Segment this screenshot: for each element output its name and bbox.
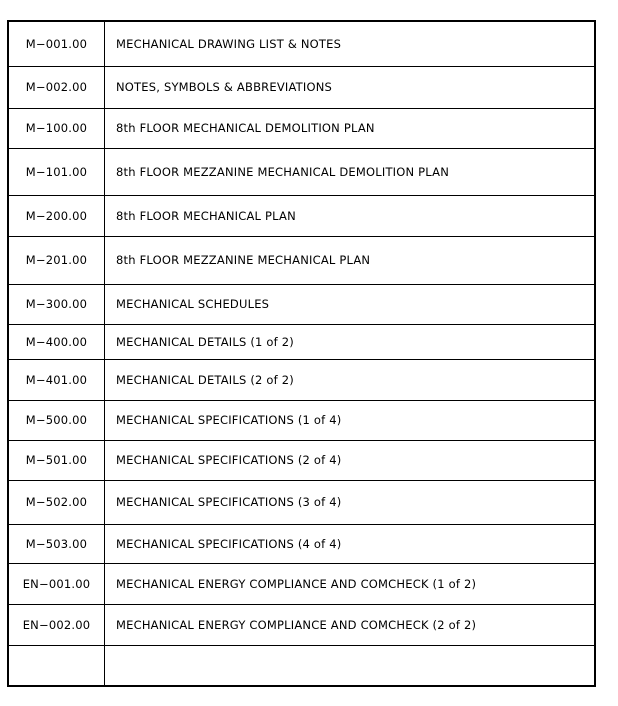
- sheet-title: MECHANICAL SPECIFICATIONS (2 of 4): [105, 440, 596, 480]
- sheet-number: EN−002.00: [8, 604, 105, 645]
- sheet-number: M−100.00: [8, 108, 105, 148]
- table-row: [8, 284, 595, 324]
- sheet-title: MECHANICAL SCHEDULES: [105, 284, 596, 324]
- sheet-title: 8th FLOOR MEZZANINE MECHANICAL DEMOLITION PLAN: [105, 148, 596, 195]
- sheet-title: 8th FLOOR MECHANICAL PLAN: [105, 195, 596, 236]
- table-row: [8, 440, 595, 480]
- table-row: [8, 604, 595, 645]
- sheet-title: MECHANICAL SPECIFICATIONS (3 of 4): [105, 480, 596, 524]
- sheet-title: [105, 645, 596, 686]
- table-row: [8, 236, 595, 284]
- sheet-number: M−001.00: [8, 21, 105, 66]
- sheet-number: M−502.00: [8, 480, 105, 524]
- sheet-number: [8, 645, 105, 686]
- sheet-title: NOTES, SYMBOLS & ABBREVIATIONS: [105, 66, 596, 108]
- sheet-title: MECHANICAL ENERGY COMPLIANCE AND COMCHECK (1 of 2): [105, 563, 596, 604]
- sheet-number: M−401.00: [8, 359, 105, 400]
- sheet-number: M−400.00: [8, 324, 105, 359]
- table-row: [8, 148, 595, 195]
- sheet-number: M−101.00: [8, 148, 105, 195]
- table-row: [8, 359, 595, 400]
- sheet-number: M−501.00: [8, 440, 105, 480]
- sheet-title: MECHANICAL SPECIFICATIONS (1 of 4): [105, 400, 596, 440]
- table-row: [8, 524, 595, 563]
- table-row: [8, 21, 595, 66]
- sheet-title: MECHANICAL SPECIFICATIONS (4 of 4): [105, 524, 596, 563]
- table-row: [8, 480, 595, 524]
- sheet-number: EN−001.00: [8, 563, 105, 604]
- sheet-title: MECHANICAL DRAWING LIST & NOTES: [105, 21, 596, 66]
- table-row: [8, 563, 595, 604]
- sheet-title: MECHANICAL DETAILS (1 of 2): [105, 324, 596, 359]
- sheet-title: MECHANICAL ENERGY COMPLIANCE AND COMCHECK (2 of 2): [105, 604, 596, 645]
- table-row: [8, 324, 595, 359]
- drawing-list-table: [7, 20, 596, 687]
- sheet-title: 8th FLOOR MECHANICAL DEMOLITION PLAN: [105, 108, 596, 148]
- sheet-title: 8th FLOOR MEZZANINE MECHANICAL PLAN: [105, 236, 596, 284]
- table-row: [8, 108, 595, 148]
- sheet-number: M−201.00: [8, 236, 105, 284]
- sheet-title: MECHANICAL DETAILS (2 of 2): [105, 359, 596, 400]
- table-row: [8, 400, 595, 440]
- sheet-number: M−200.00: [8, 195, 105, 236]
- table-row: [8, 66, 595, 108]
- table-row: [8, 645, 595, 686]
- table-row: [8, 195, 595, 236]
- sheet-number: M−500.00: [8, 400, 105, 440]
- sheet-number: M−503.00: [8, 524, 105, 563]
- sheet-number: M−300.00: [8, 284, 105, 324]
- sheet-number: M−002.00: [8, 66, 105, 108]
